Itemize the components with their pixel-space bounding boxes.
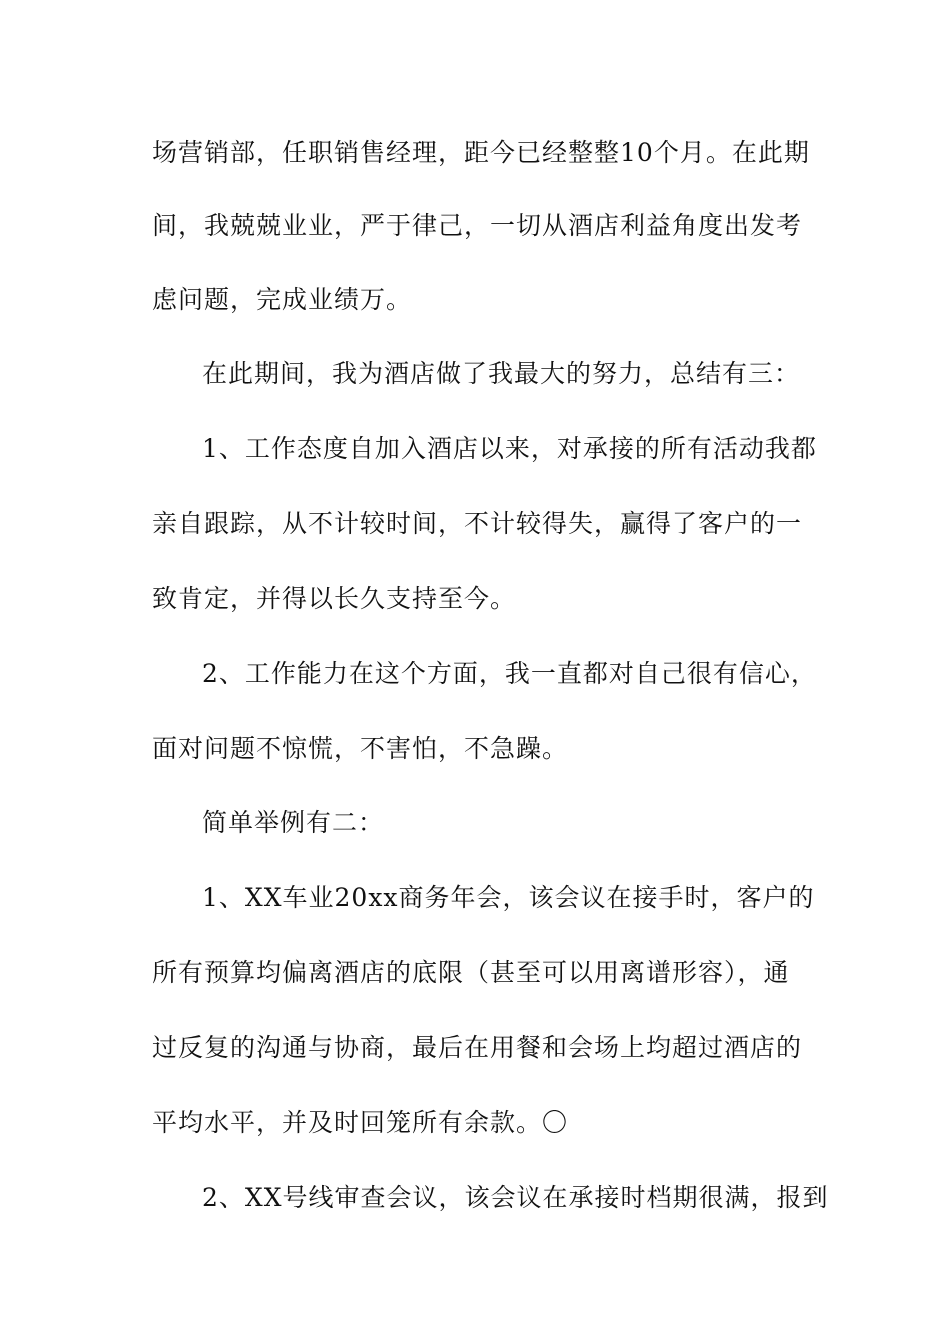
text-line-8: 2、工作能力在这个方面，我一直都对自己很有信心， <box>202 659 817 688</box>
text-line-12: 所有预算均偏离酒店的底限（甚至可以用离谱形容），通 <box>152 958 790 987</box>
text-line-6: 亲自跟踪，从不计较时间，不计较得失，赢得了客户的一 <box>152 509 803 538</box>
text-line-11: 1、XX车业20xx商务年会，该会议在接手时，客户的 <box>202 883 815 912</box>
text-line-14: 平均水平，并及时回笼所有余款。〇 <box>152 1108 569 1137</box>
text-line-5: 1、工作态度自加入酒店以来，对承接的所有活动我都 <box>202 434 817 463</box>
text-line-4: 在此期间，我为酒店做了我最大的努力，总结有三： <box>202 359 801 388</box>
text-line-2: 间，我兢兢业业，严于律己，一切从酒店利益角度出发考 <box>152 211 803 240</box>
text-line-9: 面对问题不惊慌，不害怕，不急躁。 <box>152 734 569 763</box>
text-line-13: 过反复的沟通与协商，最后在用餐和会场上均超过酒店的 <box>152 1033 803 1062</box>
text-line-3: 虑问题，完成业绩万。 <box>152 285 413 314</box>
text-line-7: 致肯定，并得以长久支持至今。 <box>152 584 517 613</box>
text-line-1: 场营销部，任职销售经理，距今已经整整10个月。在此期 <box>152 138 810 167</box>
text-line-15: 2、XX号线审查会议，该会议在承接时档期很满，报到 <box>202 1183 829 1212</box>
text-line-10: 简单举例有二： <box>202 808 385 837</box>
